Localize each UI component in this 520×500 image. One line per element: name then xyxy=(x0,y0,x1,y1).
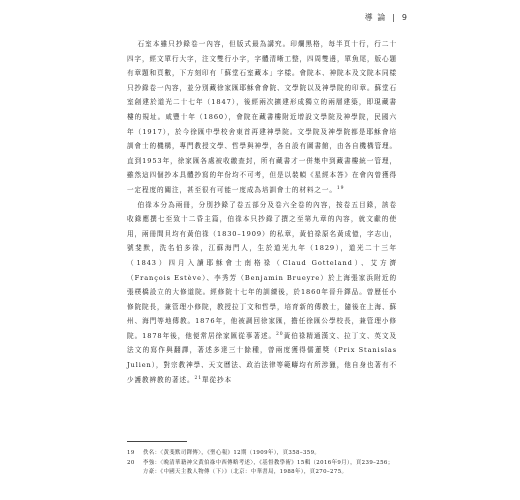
body-text xyxy=(127,37,397,387)
footnote-number: 19 xyxy=(127,450,135,456)
paragraph-2 xyxy=(127,198,397,388)
footnote-ref-19: 19 xyxy=(336,185,345,191)
running-head xyxy=(365,12,408,23)
footnote-19 xyxy=(127,449,397,459)
footnote-ref-21: 21 xyxy=(194,375,202,381)
footnote-ref-20: 20 xyxy=(276,331,284,337)
footnote-text: 李強：〈晚清華籍神父黃伯祿中西傳略考述〉，《基督教學術》15輯（2016年9月），頁239–256；方豪：《中國天主教人物傳（下）》（北京：中華書局，1988年），頁270–275。 xyxy=(143,459,394,476)
paragraph-1-text: 石室本雖只抄錄卷一內容，但版式最為講究。印爛黑格，每半頁十行，行二十四字，經文單行大字，注文雙行小字，字體清晰工整，四周雙邊，單魚尾，版心題有章題和頁數，下方刻印有「蘇堂石室藏本」字樣。會院本、神院本及文院本同樣只抄錄卷一內容，並分別藏徐家匯耶穌會會院、文學院以及神學院的印章。蘇堂石室創建於道光二十七年（1847），後經兩次擴建形成獨立的兩層建築，即現藏書樓的規址。咸豐十年（1860），會院在藏書樓附近增設文學院及神學院，民國六年（1917），於今徐匯中學校舍東首再建神學院。文學院及神學院都是耶穌會培訓會士的機構，專門教授文學、哲學與神學，各自設有圖書館，由各自機構管理。直到1953年，徐家匯各處被收繳查封，所有藏書才一併集中到藏書樓統一管理，雖然這四個抄本具體抄寫的年份均不可考，但是以裝幀《星經本答》在會內曾獲得一定程度的關注，甚至很有可能一度成為培訓會士的材料之一。 xyxy=(127,40,397,194)
footnote-rule xyxy=(127,441,187,442)
footnote-20 xyxy=(127,459,397,478)
paragraph-2-text-b: 黃伯祿精通漢文、拉丁文、英文及法文的寫作與翻譯，著述多達三十餘種，曾兩度獲得儒蓮獎（Prix Stanislas Julien），對宗教神學、天文曆法、政治法律等範疇均有所涉獵，他自身也著有不少護教辨教的著述。 xyxy=(127,331,398,384)
page-number: 9 xyxy=(401,13,408,22)
paragraph-2-text-a: 伯祿本分為兩冊，分別抄錄了卷五部分及卷六全卷的內容，按卷五目錄，該卷收錄應撰七至致十二昏主篇，伯祿本只抄錄了撰之至第九章的內容，就文獻的使用，兩冊間貝均有黃伯祿（1830–1909）的私章，黃伯祿原名黃成億，字志山，號斐默，洗名伯多祿，江蘇海門人，生於道光九年（1829），道光二十三年（1843）四月入讀耶穌會士南格祿（Claud Gotteland）、艾方濟（François Estève）、李秀芳（Benjamin Brueyre）於上海張家浜附近的張樸橋設立的大修道院。經修院十七年的訓練後，於1860年晉升鐸品。曾歷任小修院院長，兼管理小修院，教授拉丁文和哲學，培育新的傳教士，隨後在上海、蘇州、海門等地傳教。1876年，他被調回徐家匯，擔任徐匯公學校長，兼管理小修院。1878年後，他便常居徐家匯從事著述。 xyxy=(127,200,397,340)
footnotes xyxy=(127,449,397,478)
paragraph-1 xyxy=(127,37,397,198)
paragraph-2-text-c: 單從抄本 xyxy=(201,375,232,384)
footnote-text: 佚名：〈黃斐默司鐸傳〉，《聖心報》12期（1909年），頁358–359。 xyxy=(143,450,321,456)
footnote-number: 20 xyxy=(127,459,135,466)
section-title: 導 論 xyxy=(364,13,387,22)
header-separator: | xyxy=(392,13,396,22)
